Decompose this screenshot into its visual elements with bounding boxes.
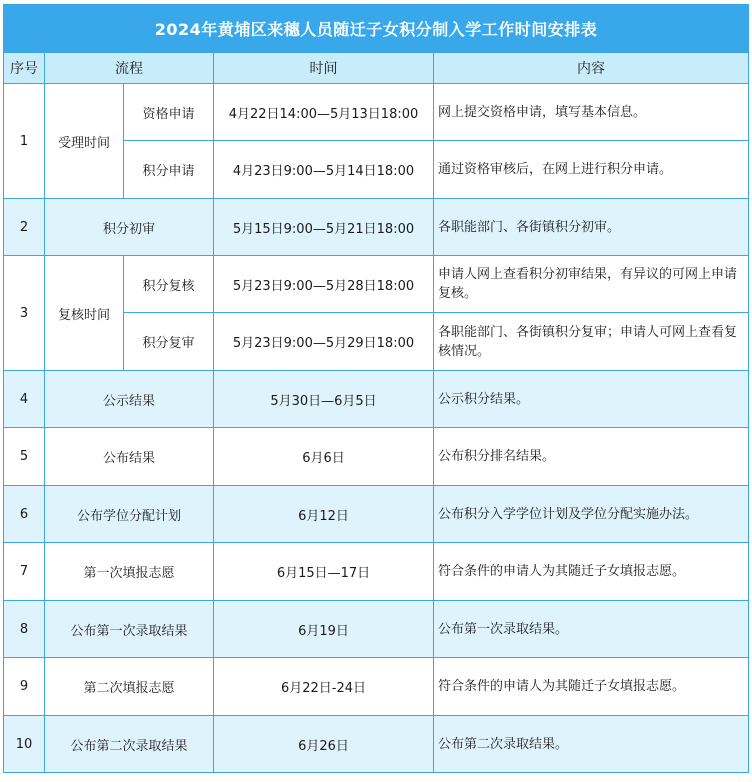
time-cell: 4月22日14:00—5月13日18:00 [214,84,434,141]
seq-cell: 7 [4,543,45,601]
time-cell: 4月23日9:00—5月14日18:00 [214,141,434,199]
time-cell: 5月23日9:00—5月29日18:00 [214,313,434,371]
table-row [4,371,749,428]
seq-cell: 8 [4,601,45,658]
time-cell: 6月19日 [214,601,434,658]
header-seq: 序号 [4,53,45,84]
seq-cell: 10 [4,716,45,773]
content-cell: 公示积分结果。 [434,371,749,428]
time-cell: 5月15日9:00—5月21日18:00 [214,199,434,256]
schedule-table [3,4,749,773]
content-cell: 公布第二次录取结果。 [434,716,749,773]
seq-cell: 9 [4,658,45,716]
stage-cell: 积分初审 [45,199,214,256]
content-cell: 公布第一次录取结果。 [434,601,749,658]
content-cell: 网上提交资格申请，填写基本信息。 [434,84,749,141]
table-row [4,428,749,486]
substage-cell: 资格申请 [124,84,214,141]
table-row [4,199,749,256]
title-row [4,5,749,53]
stage-cell: 受理时间 [45,84,124,199]
time-cell: 6月15日—17日 [214,543,434,601]
time-cell: 5月30日—6月5日 [214,371,434,428]
time-cell: 6月26日 [214,716,434,773]
header-time: 时间 [214,53,434,84]
content-cell: 各职能部门、各街镇积分复审；申请人可网上查看复核情况。 [434,313,749,371]
stage-cell: 公布第二次录取结果 [45,716,214,773]
table-row [4,601,749,658]
header-row [4,53,749,84]
substage-cell: 积分复审 [124,313,214,371]
schedule-table-container [3,4,748,779]
table-row [4,486,749,543]
content-cell: 公布积分排名结果。 [434,428,749,486]
seq-cell: 5 [4,428,45,486]
stage-cell: 第二次填报志愿 [45,658,214,716]
table-row [4,543,749,601]
substage-cell: 积分申请 [124,141,214,199]
time-cell: 6月12日 [214,486,434,543]
substage-cell: 积分复核 [124,256,214,313]
stage-cell: 公示结果 [45,371,214,428]
seq-cell: 3 [4,256,45,371]
content-cell: 各职能部门、各街镇积分初审。 [434,199,749,256]
stage-cell: 复核时间 [45,256,124,371]
seq-cell: 1 [4,84,45,199]
time-cell: 6月22日-24日 [214,658,434,716]
table-row [4,658,749,716]
seq-cell: 6 [4,486,45,543]
stage-cell: 第一次填报志愿 [45,543,214,601]
seq-cell: 4 [4,371,45,428]
seq-cell: 2 [4,199,45,256]
stage-cell: 公布第一次录取结果 [45,601,214,658]
content-cell: 通过资格审核后，在网上进行积分申请。 [434,141,749,199]
table-title: 2024年黄埔区来穗人员随迁子女积分制入学工作时间安排表 [4,5,749,53]
stage-cell: 公布学位分配计划 [45,486,214,543]
header-process: 流程 [45,53,214,84]
content-cell: 申请人网上查看积分初审结果，有异议的可网上申请复核。 [434,256,749,313]
content-cell: 符合条件的申请人为其随迁子女填报志愿。 [434,543,749,601]
content-cell: 公布积分入学学位计划及学位分配实施办法。 [434,486,749,543]
table-row [4,256,749,313]
content-cell: 符合条件的申请人为其随迁子女填报志愿。 [434,658,749,716]
stage-cell: 公布结果 [45,428,214,486]
table-row [4,84,749,141]
table-row [4,716,749,773]
header-content: 内容 [434,53,749,84]
time-cell: 5月23日9:00—5月28日18:00 [214,256,434,313]
time-cell: 6月6日 [214,428,434,486]
